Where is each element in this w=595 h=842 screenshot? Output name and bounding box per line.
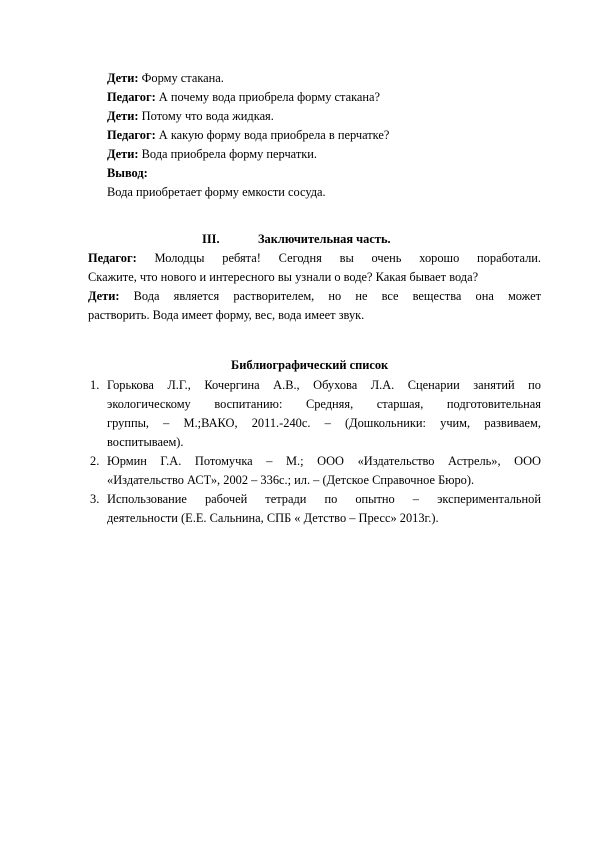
bibliography-item-line: «Издательство АСТ», 2002 – 336с.; ил. – (Детское Справочное Бюро). — [107, 473, 475, 487]
bibliography-item-number: 2. — [90, 454, 100, 468]
section-numeral: III. — [202, 232, 220, 246]
teacher-line — [88, 250, 541, 267]
dialogue-line — [107, 70, 224, 87]
speaker-label: Педагог: — [107, 90, 156, 104]
bibliography-item-line: экологическому воспитанию: Средняя, старшая, подготовительная — [107, 397, 541, 411]
dialogue-text: А почему вода приобрела форму стакана? — [155, 90, 381, 104]
dialogue-line — [107, 127, 389, 144]
speaker-label: Педагог: — [107, 128, 156, 142]
bibliography-item-number: 1. — [90, 378, 100, 392]
bibliography-item-number: 3. — [90, 492, 100, 506]
speaker-label: Дети: — [88, 289, 120, 303]
bibliography-item-line: деятельности (Е.Е. Сальнина, СПБ « Детство – Пресс» 2013г.). — [107, 511, 439, 525]
speaker-label: Дети: — [107, 109, 139, 123]
bibliography-item-line: Использование рабочей тетради по опытно – экспериментальной — [107, 492, 541, 506]
section-title: Заключительная часть. — [258, 232, 391, 246]
conclusion-label: Вывод: — [107, 166, 148, 180]
bibliography-item-line: Горькова Л.Г., Кочергина А.В., Обухова Л.А. Сценарии занятий по — [107, 378, 541, 392]
bibliography-item-line: группы, – М.;ВАКО, 2011.-240с. – (Дошкольники: учим, развиваем, — [107, 416, 541, 430]
dialogue-line — [107, 89, 380, 106]
dialogue-text: А какую форму вода приобрела в перчатке? — [155, 128, 390, 142]
dialogue-line — [107, 108, 274, 125]
children-line — [88, 288, 541, 305]
speaker-label: Дети: — [107, 71, 139, 85]
conclusion-label-line — [107, 165, 148, 182]
dialogue-text: Форму стакана. — [138, 71, 224, 85]
bibliography-title: Библиографический список — [231, 358, 389, 372]
bibliography-item-line: воспитываем). — [107, 435, 184, 449]
conclusion-text: Вода приобретает форму емкости сосуда. — [107, 185, 326, 199]
dialogue-line — [107, 146, 317, 163]
dialogue-text: Вода приобрела форму перчатки. — [138, 147, 318, 161]
children-text: Вода является растворителем, но не все вещества она может — [119, 289, 541, 303]
teacher-text: Молодцы ребята! Сегодня вы очень хорошо поработали. — [136, 251, 541, 265]
speaker-label: Педагог: — [88, 251, 137, 265]
children-line-continued: растворить. Вода имеет форму, вес, вода имеет звук. — [88, 308, 365, 322]
bibliography-item-line: Юрмин Г.А. Потомучка – М.; ООО «Издательство Астрель», ООО — [107, 454, 541, 468]
speaker-label: Дети: — [107, 147, 139, 161]
teacher-line-continued: Скажите, что нового и интересного вы узнали о воде? Какая бывает вода? — [88, 270, 479, 284]
dialogue-text: Потому что вода жидкая. — [138, 109, 274, 123]
